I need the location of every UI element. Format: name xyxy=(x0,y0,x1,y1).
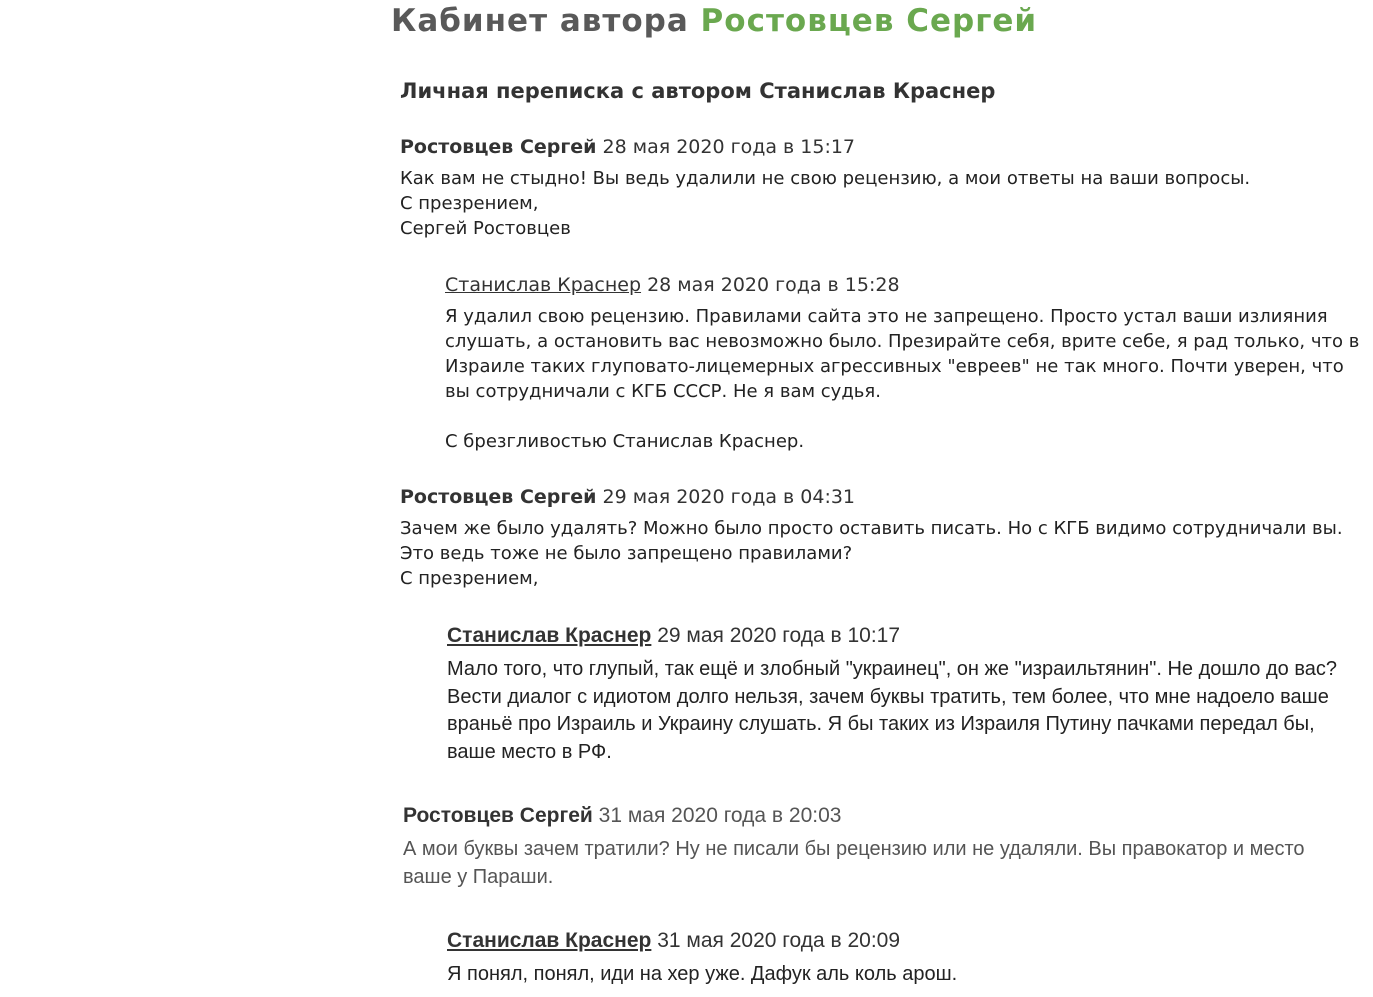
message-paragraph: А мои буквы зачем тратили? Ну не писали бы рецензию или не удаляли. Вы правокатор и место ваше у Параши. xyxy=(403,838,1305,888)
message-date: 28 мая 2020 года в 15:17 xyxy=(602,136,856,158)
page-title-author: Ростовцев Сергей xyxy=(700,3,1038,39)
message-header xyxy=(445,272,1370,298)
page-title-prefix: Кабинет автора xyxy=(391,3,689,39)
message-date: 28 мая 2020 года в 15:28 xyxy=(647,274,900,296)
message-author-link[interactable]: Станислав Краснер xyxy=(447,929,652,952)
message-line: Сергей Ростовцев xyxy=(400,218,571,239)
message-body xyxy=(445,304,1370,454)
screenshot-crop-edge xyxy=(400,592,600,600)
message-line: С презрением, xyxy=(400,193,539,214)
paragraph-gap xyxy=(445,404,1370,429)
message-line: Это ведь тоже не было запрещено правилами? xyxy=(400,543,853,564)
message-body xyxy=(400,516,1365,591)
message-author: Ростовцев Сергей xyxy=(400,486,597,508)
message-date: 29 мая 2020 года в 04:31 xyxy=(602,486,856,508)
message-date: 29 мая 2020 года в 10:17 xyxy=(657,624,901,647)
message-author: Ростовцев Сергей xyxy=(403,804,593,827)
message-header xyxy=(400,484,1365,510)
reply-message xyxy=(447,622,1347,766)
message-paragraph: Мало того, что глупый, так ещё и злобный "украинец", он же "израильтянин". Не дошло до вас? Вести диалог с идиотом долго нельзя, зачем буквы тратить, тем более, что мне надоело ваше враньё про Израиль и Украину слушать. Я бы таких из Израиля Путину пачками передал бы, ваше место в РФ. xyxy=(447,658,1337,763)
message-date: 31 мая 2020 года в 20:03 xyxy=(598,804,842,827)
conversation-title: Личная переписка с автором Станислав Краснер xyxy=(400,79,996,103)
message-body xyxy=(447,656,1347,766)
message xyxy=(400,134,1360,241)
message-header xyxy=(403,802,1343,830)
message-paragraph: Я удалил свою рецензию. Правилами сайта это не запрещено. Просто устал ваши излияния слушать, а остановить вас невозможно было. Презирайте себя, врите себе, я рад только, что в Израиле таких глуповато-лицемерных агрессивных "евреев" не так много. Почти уверен, что вы сотрудничали с КГБ СССР. Не я вам судья. xyxy=(445,306,1360,402)
message-body xyxy=(400,166,1360,241)
message-date: 31 мая 2020 года в 20:09 xyxy=(657,929,901,952)
message-author-link[interactable]: Станислав Краснер xyxy=(445,274,642,296)
message-paragraph: С брезгливостью Станислав Краснер. xyxy=(445,431,805,452)
message-line: С презрением, xyxy=(400,568,539,589)
message xyxy=(403,802,1343,891)
page-title xyxy=(391,1,1037,41)
message-body xyxy=(447,961,1347,989)
message-header xyxy=(400,134,1360,160)
reply-message xyxy=(447,927,1347,989)
message-header xyxy=(447,622,1347,650)
message-body xyxy=(403,836,1343,891)
message-author: Ростовцев Сергей xyxy=(400,136,597,158)
message-line: Зачем же было удалять? Можно было просто оставить писать. Но с КГБ видимо сотрудничали вы. xyxy=(400,518,1343,539)
message-line: Как вам не стыдно! Вы ведь удалили не свою рецензию, а мои ответы на ваши вопросы. xyxy=(400,168,1251,189)
message-author-link[interactable]: Станислав Краснер xyxy=(447,624,652,647)
message xyxy=(400,484,1365,591)
reply-message xyxy=(445,272,1370,454)
message-paragraph: Я понял, понял, иди на хер уже. Дафук аль коль арош. xyxy=(447,963,958,985)
message-header xyxy=(447,927,1347,955)
